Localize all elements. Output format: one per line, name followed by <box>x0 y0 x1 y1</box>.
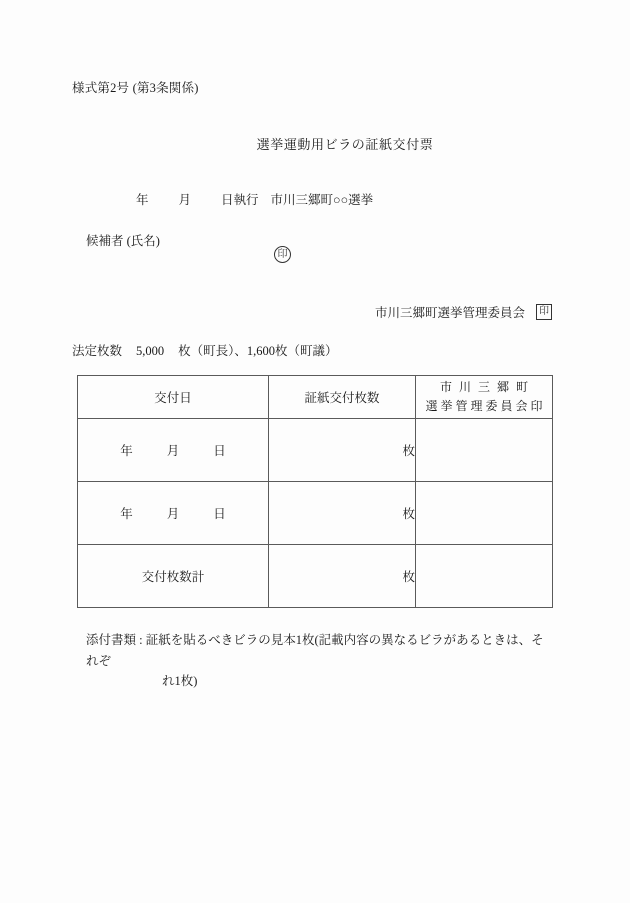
table-row <box>78 482 553 545</box>
month-label: 月 <box>178 193 192 207</box>
header-committee-seal <box>416 376 553 419</box>
legal-separator: 、 <box>234 344 247 358</box>
row-day-label: 日 <box>213 444 226 458</box>
committee-seal-icon: 印 <box>536 304 552 320</box>
total-label: 交付枚数計 <box>78 545 269 608</box>
year-label: 年 <box>136 193 149 207</box>
row-month-label: 月 <box>166 507 180 521</box>
grant-seal-entry[interactable] <box>416 419 553 482</box>
document-title: 選挙運動用ビラの証紙交付票 <box>256 137 434 152</box>
candidate-label: 候補者 (氏名) <box>86 234 160 248</box>
footnote-line2: れ1枚) <box>162 674 198 689</box>
grant-count-entry[interactable]: 枚 <box>269 419 416 482</box>
row-year-label: 年 <box>120 444 133 458</box>
row-day-label: 日 <box>213 507 226 521</box>
committee-name: 市川三郷町選挙管理委員会 <box>374 306 525 320</box>
certificate-grant-table <box>77 375 553 608</box>
grant-seal-entry[interactable] <box>416 482 553 545</box>
council-legal-unit: 枚（町議） <box>275 344 338 358</box>
table-header-row <box>78 376 553 419</box>
council-legal-count: 1,600 <box>246 344 276 358</box>
header-seal-line2: 選挙管理委員会印 <box>425 399 546 413</box>
mayor-legal-unit: 枚（町長） <box>178 344 235 358</box>
total-seal-entry[interactable] <box>416 545 553 608</box>
header-certificate-count: 証紙交付枚数 <box>269 376 416 419</box>
election-date-line <box>136 190 373 208</box>
attachment-footnote <box>86 630 556 692</box>
row-year-label: 年 <box>120 507 133 521</box>
header-grant-date: 交付日 <box>78 376 269 419</box>
grant-date-entry[interactable] <box>78 419 269 482</box>
legal-count-label: 法定枚数 <box>72 344 123 358</box>
header-seal-line1: 市川三郷町 <box>439 380 535 395</box>
total-count-entry[interactable]: 枚 <box>269 545 416 608</box>
row-month-label: 月 <box>166 444 180 458</box>
table-total-row <box>78 545 553 608</box>
mayor-legal-count: 5,000 <box>136 344 165 358</box>
grant-date-entry[interactable] <box>78 482 269 545</box>
legal-count-line <box>72 341 338 359</box>
grant-count-entry[interactable]: 枚 <box>269 482 416 545</box>
footnote-line1: 添付書類 : 証紙を貼るべきビラの見本1枚(記載内容の異なるビラがあるときは、それぞ <box>86 633 544 668</box>
committee-line <box>375 303 552 321</box>
candidate-seal-icon: 印 <box>274 246 291 263</box>
election-name: 市川三郷町○○選挙 <box>270 193 374 207</box>
form-number: 様式第2号 (第3条関係) <box>72 81 199 95</box>
day-execution-label: 日執行 <box>221 193 259 207</box>
table-row <box>78 419 553 482</box>
